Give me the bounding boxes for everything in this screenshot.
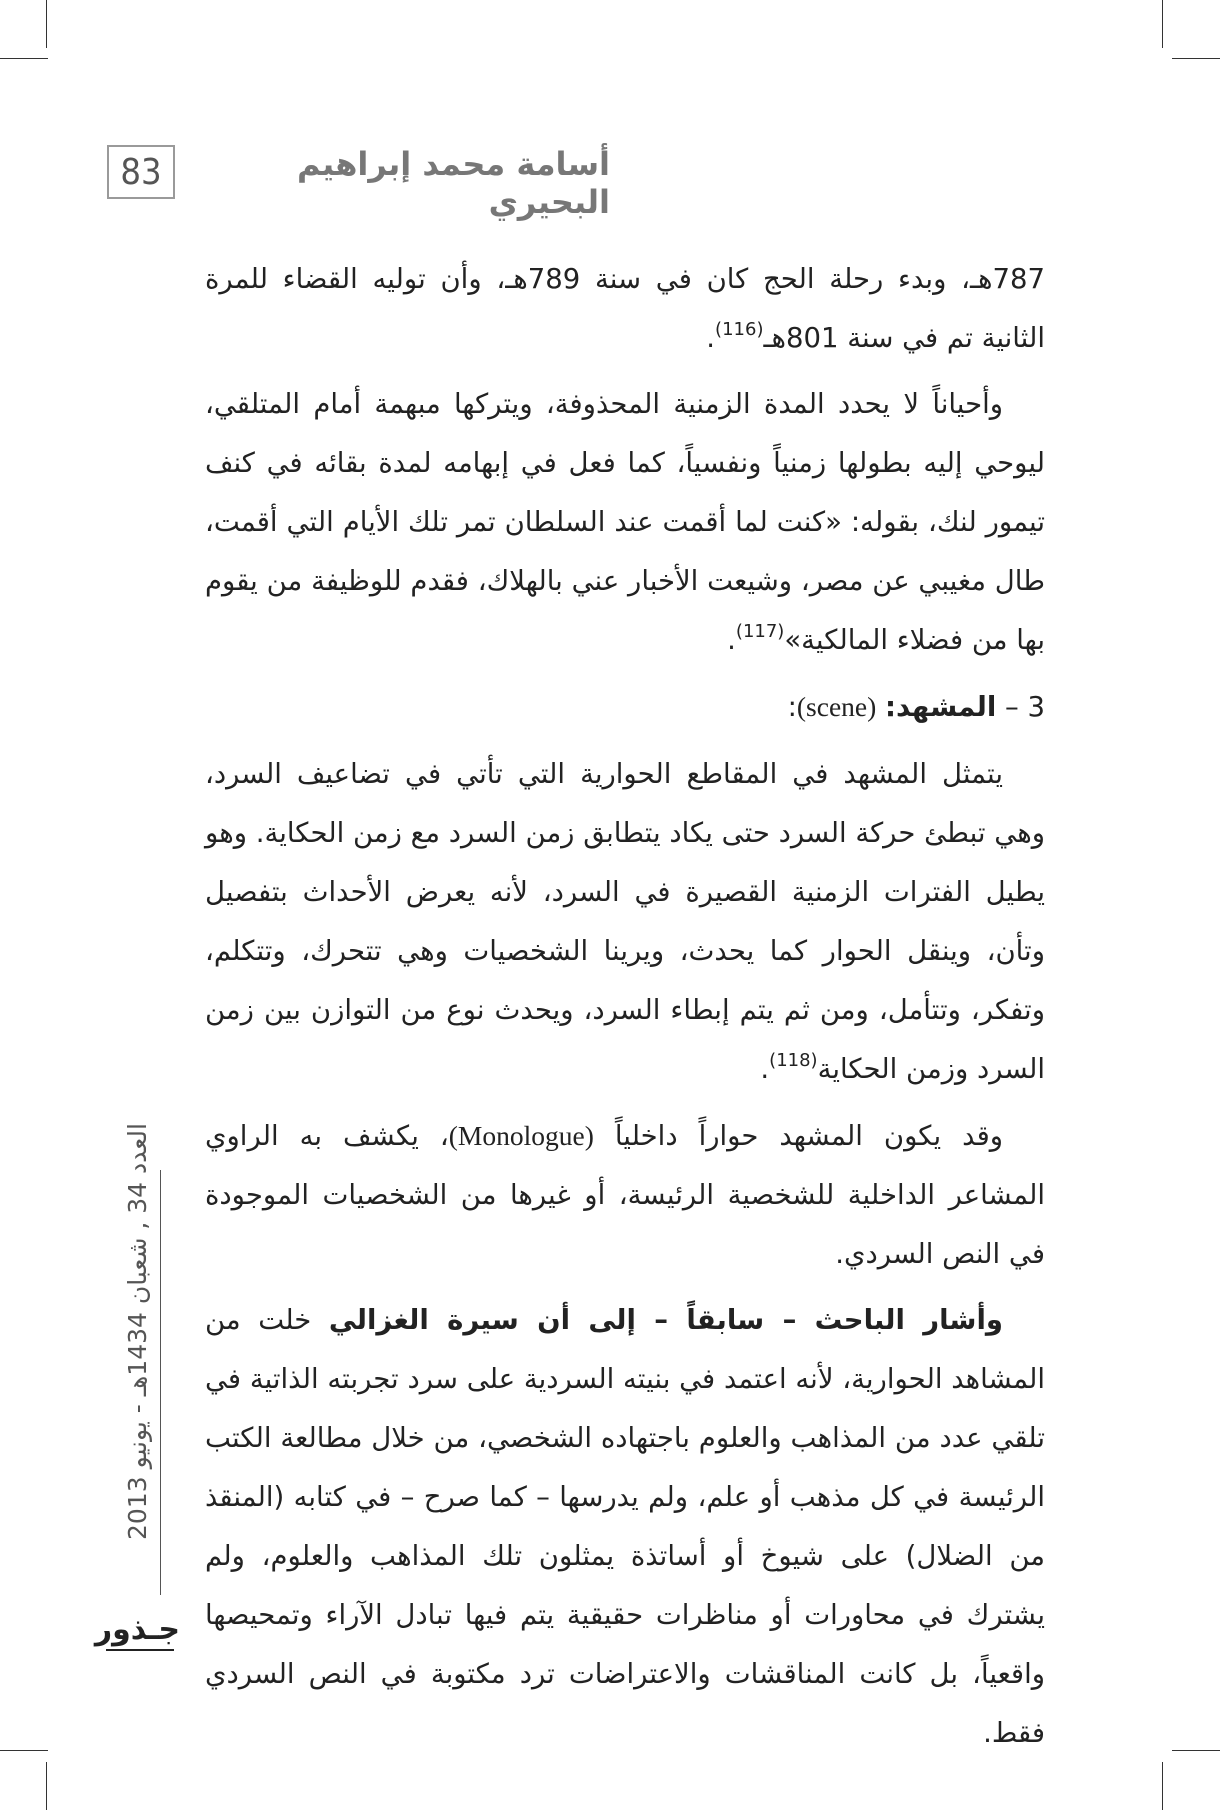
paragraph-text: يتمثل المشهد في المقاطع الحوارية التي تأتي في تضاعيف السرد، وهي تبطئ حركة السرد حتى يكاد يتطابق زمن السرد مع زمن الحكاية. وهو يطيل الفترات الزمنية القصيرة في السرد، لأنه يعرض الأحداث بتفصيل وتأن، وينقل الحوار كما يحدث، ويرينا الشخصيات وهي تتحرك، وتتكلم، وتفكر، وتتأمل، ومن ثم يتم إبطاء السرد، ويحدث نوع من التوازن بين زمن السرد وزمن الحكاية bbox=[205, 758, 1045, 1085]
crop-mark bbox=[0, 1750, 48, 1751]
section-number: 3 – bbox=[1005, 691, 1045, 723]
crop-mark bbox=[1172, 1750, 1220, 1751]
crop-mark bbox=[46, 1762, 47, 1810]
paragraph-end: . bbox=[727, 624, 736, 656]
issue-info: العدد 34 , شعبان 1434هـ - يونيو 2013 bbox=[123, 1123, 152, 1540]
crop-mark bbox=[0, 58, 48, 59]
paragraph bbox=[205, 1106, 1045, 1284]
logo-underline bbox=[106, 1649, 174, 1651]
running-head-author: أسامة محمد إبراهيم البحيري bbox=[297, 145, 610, 221]
section-title: المشهد: bbox=[885, 691, 997, 723]
paragraph-text: ، يكشف به الراوي المشاعر الداخلية للشخصية الرئيسة، أو غيرها من الشخصيات الموجودة في النص السردي. bbox=[205, 1120, 1045, 1270]
latin-term: (Monologue) bbox=[448, 1120, 594, 1151]
paragraph bbox=[205, 375, 1045, 670]
journal-logo bbox=[94, 1612, 180, 1647]
sidebar-rule bbox=[160, 1170, 161, 1595]
footnote-ref[interactable]: (118) bbox=[769, 1050, 818, 1071]
paragraph bbox=[205, 745, 1045, 1099]
paragraph-bold-lead: وأشار الباحث – سابقاً – إلى أن سيرة الغزالي bbox=[328, 1304, 1003, 1336]
footnote-ref[interactable]: (116) bbox=[715, 319, 764, 340]
paragraph bbox=[205, 250, 1045, 368]
journal-name: جـذور bbox=[94, 1612, 180, 1647]
section-heading bbox=[205, 677, 1045, 737]
paragraph-end: . bbox=[706, 322, 716, 354]
section-latin-term: (scene) bbox=[796, 691, 877, 722]
page-number: 83 bbox=[107, 145, 175, 199]
article-body bbox=[205, 250, 1045, 1770]
crop-mark bbox=[1172, 58, 1220, 59]
crop-mark bbox=[1162, 1762, 1163, 1810]
paragraph-text: وأحياناً لا يحدد المدة الزمنية المحذوفة، ويتركها مبهمة أمام المتلقي، ليوحي إليه بطولها زمنياً ونفسياً، كما فعل في إبهامه لمدة بقائه في كنف تيمور لنك، بقوله: «كنت لما أقمت عند السلطان تمر تلك الأيام التي أقمت، طال مغيبي عن مصر، وشيعت الأخبار عني بالهلاك، فقدم للوظيفة من يقوم بها من فضلاء المالكية» bbox=[205, 388, 1045, 656]
crop-mark bbox=[46, 0, 47, 48]
crop-mark bbox=[1162, 0, 1163, 48]
section-suffix: : bbox=[787, 691, 797, 723]
footnote-ref[interactable]: (117) bbox=[735, 621, 785, 642]
paragraph-text: خلت من المشاهد الحوارية، لأنه اعتمد في بنيته السردية على سرد تجربته الذاتية في تلقي عدد من المذاهب والعلوم باجتهاده الشخصي، من خلال مطالعة الكتب الرئيسة في كل مذهب أو علم، ولم يدرسها – كما صرح – في كتابه (المنقذ من الضلال) على شيوخ أو أساتذة يمثلون تلك المذاهب والعلوم، ولم يشترك في محاورات أو مناظرات حقيقية يتم فيها تبادل الآراء وتمحيصها واقعياً، بل كانت المناقشات والاعتراضات ترد مكتوبة في النص السردي فقط. bbox=[205, 1304, 1045, 1749]
paragraph bbox=[205, 1291, 1045, 1763]
paragraph-text: 787هـ، وبدء رحلة الحج كان في سنة 789هـ، وأن توليه القضاء للمرة الثانية تم في سنة 801هـ bbox=[205, 263, 1045, 354]
paragraph-end: . bbox=[760, 1053, 770, 1085]
paragraph-text: وقد يكون المشهد حواراً داخلياً bbox=[593, 1120, 1003, 1152]
